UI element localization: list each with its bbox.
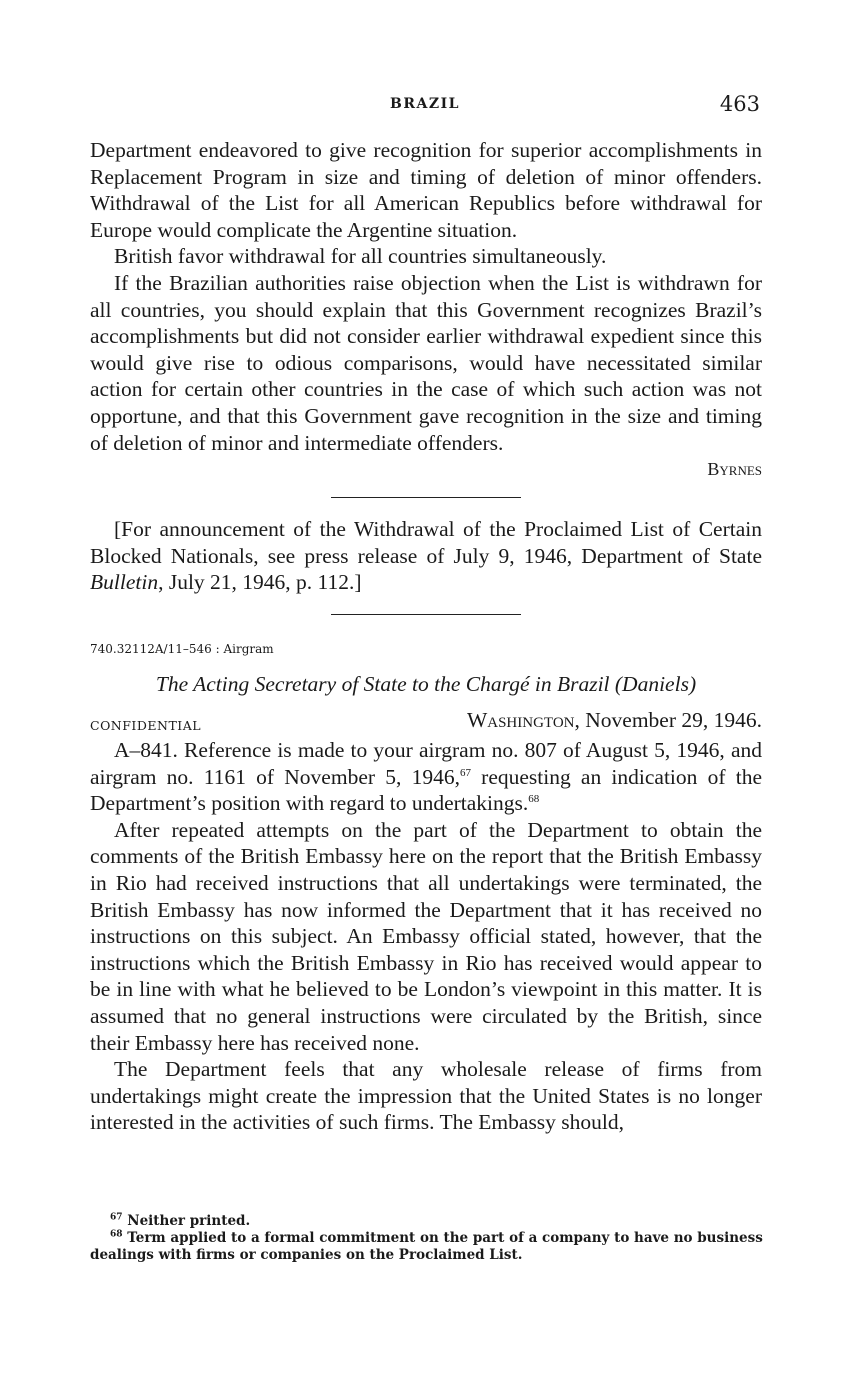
footnotes [90,1213,770,1264]
paragraph-british-embassy: After repeated attempts on the part of the Department to obtain the comments of the British Embassy here on the report that the British Embassy in Rio had received instructions that all undertakings were terminated, the British Embassy has now informed the Department that it has received no instructions on this subject. An Embassy official stated, however, that the instructions which the British Embassy in Rio has received would appear to be in line with what he believed to be London’s viewpoint in this matter. It is assumed that no general instructions were circulated by the British, since their Embassy here has received none. [90,817,762,1055]
document-title: The Acting Secretary of State to the Chargé in Brazil (Daniels) [155,671,697,696]
paragraph-objection: If the Brazilian authorities raise objection when the List is withdrawn for all countries, you should explain that this Government recognizes Brazil’s accomplishments but did not consider earlier withdrawal expedient since this would give rise to odious comparisons, would have necessitated similar action for certain other countries in the case of which such action was not opportune, and that this Government gave recognition in the size and timing of deletion of minor and intermediate offenders. [90,270,762,455]
reference-text-2: requesting an indication of the Department’s position with regard to undertakings. [90,764,762,816]
classification-label: CONFIDENTIAL [90,718,202,734]
bracket-note-tail: , July 21, 1946, p. 112.] [158,570,362,595]
footnote-67 [90,1213,770,1230]
footnote-ref-67[interactable]: 67 [459,766,471,779]
date-line [467,707,762,734]
paragraph-department-feels: The Department feels that any wholesale release of firms from undertakings might create the impression that the United States is no longer interested in the activities of such firms. The Embassy should, [90,1057,762,1135]
bulletin-title: Bulletin [90,570,159,595]
signature-byrnes: Byrnes [707,459,762,480]
paragraph-british-favor: British favor withdrawal for all countries simultaneously. [114,244,607,269]
footnote-text-67: Neither printed. [122,1213,251,1229]
bracket-note [90,516,762,596]
file-number: 740.32112A/11–546 : Airgram [90,641,274,656]
footnote-mark-67: 67 [110,1212,123,1223]
footnote-mark-68: 68 [110,1229,123,1240]
date-text: , November 29, 1946. [574,708,762,733]
paragraph-reference [90,737,762,817]
running-title: BRAZIL [390,96,460,112]
reference-text: A–841. Reference is made to your airgram no. 807 of August 5, 1946, and airgram no. 1161 of November 5, 1946, [90,738,762,789]
page-number: 463 [719,92,760,116]
dateline [90,707,762,737]
place-name: Washington [466,708,575,733]
running-head [90,92,760,118]
page-body [90,137,762,1136]
footnote-text-68: Term applied to a formal commitment on the part of a company to have no business dealings with firms or companies on the Proclaimed List. [90,1230,763,1263]
footnote-68 [90,1230,770,1264]
bracket-note-text: [For announcement of the Withdrawal of the Proclaimed List of Certain Blocked Nationals, see press release of July 9, 1946, Department of State [90,517,762,568]
paragraph-continued: Department endeavored to give recognition for superior accomplishments in Replacement Program in size and timing of deletion of minor offenders. Withdrawal of the List for all American Republics before withdrawal for Europe would complicate the Argentine situation. [90,138,762,242]
footnote-ref-68[interactable]: 68 [528,793,540,806]
